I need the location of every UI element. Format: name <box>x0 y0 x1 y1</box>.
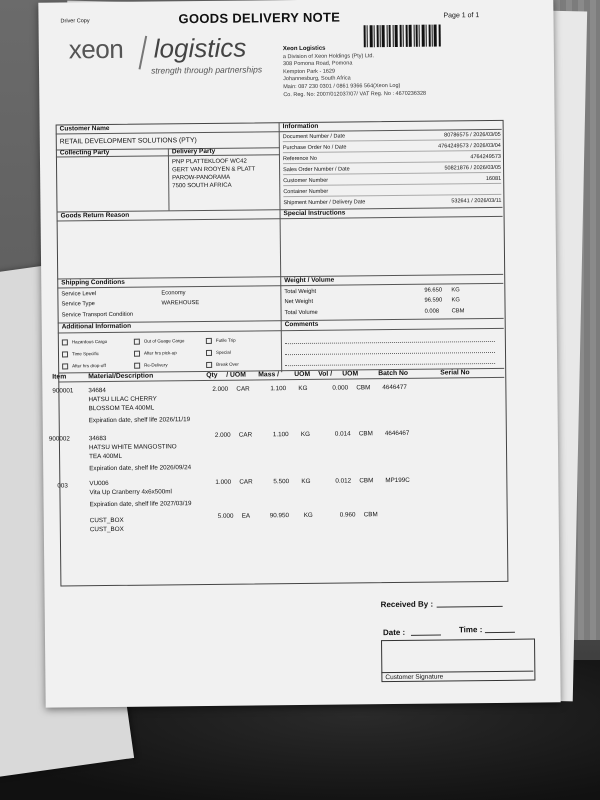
item-code: 34684 <box>88 387 106 395</box>
checkbox[interactable] <box>134 362 140 368</box>
company-line: a Division of Xeon Holdings (Pty) Ltd. <box>282 52 375 60</box>
checkbox-label: After hrs pick-up <box>143 350 177 356</box>
item-desc-line: TEA 400ML <box>89 452 123 461</box>
delivery-line: 7500 SOUTH AFRICA <box>172 182 232 190</box>
net-weight-value: 96.590 <box>424 297 443 304</box>
comments-label: Comments <box>284 320 319 329</box>
item-qty: 5.000 <box>217 512 234 520</box>
item-expiry: Expiration date, shelf life 2026/11/19 <box>88 416 191 425</box>
customer-signature-label: Customer Signature <box>385 673 444 682</box>
net-weight-label: Net Weight <box>284 298 314 306</box>
item-mass: 90.950 <box>269 512 290 520</box>
item-expiry: Expiration date, shelf life 2026/09/24 <box>89 464 192 473</box>
total-volume-unit: CBM <box>451 308 465 315</box>
col-mass: Mass / <box>258 371 280 379</box>
shipping-conditions-label: Shipping Conditions <box>61 278 125 287</box>
item-mass-uom: KG <box>298 384 308 393</box>
col-qty: Qty <box>206 371 218 379</box>
item-uom: CAR <box>238 431 253 439</box>
item-qty: 2.000 <box>214 431 231 439</box>
logo-tagline: strength through partnerships <box>150 64 263 76</box>
checkbox[interactable] <box>206 338 212 344</box>
col-vol-uom: UOM <box>342 370 359 378</box>
item-mass: 1.100 <box>270 385 287 393</box>
info-value: 80786575 / 2026/03/05 <box>444 131 501 139</box>
item-vol: 0.960 <box>339 511 356 519</box>
item-mass-uom: KG <box>300 430 311 438</box>
item-vol-uom: CBM <box>363 511 378 519</box>
col-serial: Serial No <box>440 369 470 377</box>
total-weight-label: Total Weight <box>284 288 317 296</box>
item-description <box>89 478 191 509</box>
item-vol-uom: CBM <box>358 430 373 438</box>
col-batch: Batch No <box>378 369 409 378</box>
delivery-party-address <box>172 157 256 190</box>
info-label: Container Number <box>283 188 329 196</box>
info-label: Document Number / Date <box>282 133 346 141</box>
info-label: Reference No <box>282 155 317 163</box>
info-value: 50821876 / 2026/03/05 <box>444 164 502 172</box>
goods-delivery-note-sheet <box>38 0 560 708</box>
item-code: 34683 <box>88 435 107 443</box>
logistics-logo-text: logistics <box>153 32 247 64</box>
delivery-line: PNP PLATTEKLOOF WC42 <box>171 158 247 166</box>
item-mass-uom: KG <box>303 511 313 519</box>
delivery-party-label: Delivery Party <box>171 147 216 156</box>
info-label: Shipment Number / Delivery Date <box>283 199 366 207</box>
transport-condition-label: Service Transport Condition <box>61 311 134 319</box>
company-name: Xeon Logistics <box>282 45 326 53</box>
col-material: Material/Description <box>88 372 154 381</box>
info-value: 16081 <box>485 175 502 183</box>
item-vol-uom: CBM <box>359 477 374 485</box>
item-description <box>88 385 190 425</box>
item-desc-line: CUST_BOX <box>89 525 124 534</box>
weight-volume-label: Weight / Volume <box>284 276 335 285</box>
col-mass-uom: UOM <box>294 370 311 379</box>
total-volume-label: Total Volume <box>284 309 318 317</box>
date-line[interactable] <box>411 635 441 636</box>
document-title: GOODS DELIVERY NOTE <box>178 9 341 27</box>
checkbox[interactable] <box>62 351 68 357</box>
delivery-line: GERT VAN ROOYEN & PLATT <box>172 166 256 174</box>
item-expiry: Expiration date, shelf life 2027/03/19 <box>89 500 192 509</box>
logo-divider <box>139 36 148 70</box>
company-line: Co. Reg. No: 2007/012037/07/ VAT Reg. No : 4670236328 <box>283 90 427 98</box>
info-label: Purchase Order No / Date <box>282 144 347 152</box>
col-vol: Vol / <box>318 370 333 378</box>
item-desc-line: HATSU WHITE MANGOSTINO <box>88 443 177 452</box>
checkbox[interactable] <box>206 362 212 368</box>
item-uom: CAR <box>236 385 250 393</box>
additional-information-label: Additional Information <box>61 322 132 331</box>
info-value: 4764249573 <box>470 153 501 161</box>
xeon-logo-text: xeon <box>68 33 124 65</box>
time-line[interactable] <box>485 632 515 633</box>
checkbox[interactable] <box>134 350 140 356</box>
item-qty: 2.000 <box>212 385 229 393</box>
information-label: Information <box>282 122 319 131</box>
total-weight-value: 96.650 <box>424 287 443 294</box>
checkbox-label: After hrs drop-off <box>72 363 106 369</box>
date-label: Date : <box>382 627 406 638</box>
company-line: Kempton Park - 1629 <box>283 68 336 75</box>
checkbox[interactable] <box>62 339 68 345</box>
item-number: 003 <box>57 482 68 490</box>
customer-name-value: RETAIL DEVELOPMENT SOLUTIONS (PTY) <box>59 137 197 146</box>
page-number: Page 1 of 1 <box>443 12 480 20</box>
checkbox-label: Re-Delivery <box>144 362 168 368</box>
special-instructions-label: Special Instructions <box>283 209 346 218</box>
item-code: VU006 <box>89 480 109 488</box>
item-uom: EA <box>241 512 251 520</box>
item-vol: 0.014 <box>334 430 351 438</box>
item-vol-uom: CBM <box>356 384 371 392</box>
checkbox-label: Futile Trip <box>215 337 236 343</box>
service-type-value: WAREHOUSE <box>161 300 200 307</box>
item-vol: 0.012 <box>335 477 352 485</box>
item-mass: 1.100 <box>272 431 289 439</box>
item-batch: 4646477 <box>382 383 407 392</box>
checkbox-label: Time Specific <box>71 351 99 357</box>
goods-return-reason-label: Goods Return Reason <box>60 211 130 220</box>
collecting-party-label: Collecting Party <box>59 148 110 157</box>
col-uom: / UOM <box>226 371 246 379</box>
company-line: Johannesburg, South Africa <box>283 75 351 83</box>
service-level-value: Economy <box>161 290 186 297</box>
time-label: Time : <box>458 625 483 635</box>
company-address-block <box>283 44 484 99</box>
item-code: CUST_BOX <box>89 516 124 525</box>
item-desc-line: HATSU LILAC CHERRY <box>88 395 157 404</box>
item-batch: MP199C <box>385 476 410 485</box>
driver-copy-label: Driver Copy <box>60 18 90 25</box>
received-by-label: Received By : <box>380 599 434 610</box>
checkbox[interactable] <box>206 350 212 356</box>
net-weight-unit: KG <box>451 297 460 304</box>
service-level-label: Service Level <box>61 291 97 298</box>
delivery-line: PAROW-PANORAMA <box>172 174 231 182</box>
company-line: 308 Pomona Road, Pomona <box>282 60 353 68</box>
item-uom: CAR <box>239 478 253 486</box>
item-vol: 0.000 <box>332 384 349 392</box>
checkbox[interactable] <box>134 338 140 344</box>
info-label: Sales Order Number / Date <box>283 166 350 174</box>
checkbox-label: Special <box>215 349 231 355</box>
item-description <box>89 433 191 473</box>
total-volume-value: 0.008 <box>424 308 440 315</box>
customer-name-label: Customer Name <box>59 124 110 133</box>
checkbox[interactable] <box>62 363 68 369</box>
item-number: 900002 <box>48 435 70 443</box>
checkbox-label: Break Over <box>216 361 239 367</box>
item-qty: 1.000 <box>215 478 232 486</box>
item-number: 900001 <box>52 387 74 395</box>
item-mass: 5.500 <box>273 478 290 486</box>
checkbox-label: Out of Guage Cargo <box>143 338 185 344</box>
total-weight-unit: KG <box>451 287 460 294</box>
item-desc-line: Vita Up Cranberry 4x6x500ml <box>89 488 172 497</box>
col-item: Item <box>52 373 67 381</box>
additional-checkbox-grid <box>62 334 277 372</box>
info-label: Customer Number <box>283 177 329 185</box>
info-value: 532641 / 2026/03/11 <box>451 197 502 205</box>
item-batch: 4646467 <box>384 429 410 438</box>
info-value: 4764249573 / 2026/03/04 <box>438 142 501 150</box>
item-mass-uom: KG <box>301 477 311 485</box>
company-line: Main: 087 230 0301 / 0861 9366 564(Xeon Log) <box>283 82 401 91</box>
item-description <box>90 516 124 534</box>
received-by-line[interactable] <box>437 606 503 608</box>
checkbox-label: Hazardous Cargo <box>71 339 108 345</box>
service-type-label: Service Type <box>61 301 95 308</box>
item-desc-line: BLOSSOM TEA 400ML <box>88 404 155 413</box>
